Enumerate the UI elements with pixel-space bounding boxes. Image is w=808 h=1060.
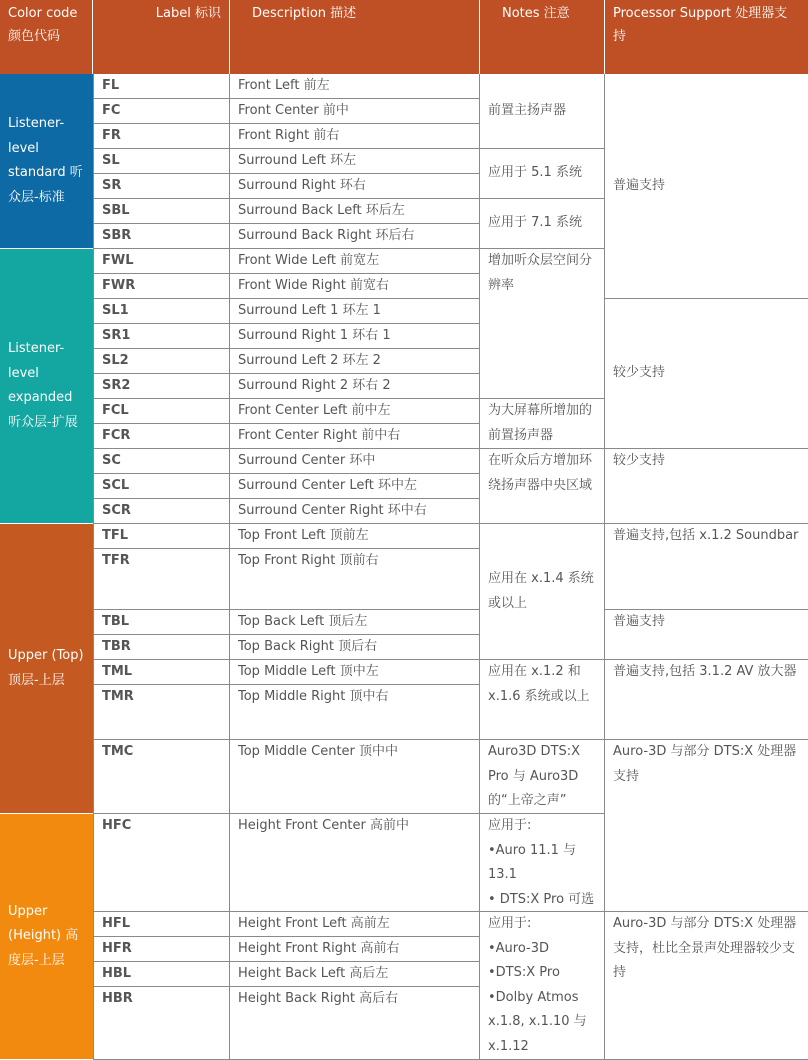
- channel-description: Top Back Right 顶后右: [230, 635, 480, 660]
- channel-label: SCL: [93, 474, 230, 499]
- note-height: [480, 912, 605, 1060]
- note-text: 应用在 x.1.2 和 x.1.6 系统或以上: [488, 664, 590, 704]
- channel-description: Surround Left 环左: [230, 149, 480, 174]
- color-group-2: Listener-level expanded 听众层-扩展: [0, 249, 93, 524]
- support-general-standard: 普遍支持: [605, 74, 808, 299]
- channel-description: Front Wide Right 前宽右: [230, 274, 480, 299]
- channel-description: Front Center Left 前中左: [230, 399, 480, 424]
- channel-label: SR: [93, 174, 230, 199]
- header-notes: Notes 注意: [480, 0, 605, 74]
- channel-label: TBL: [93, 610, 230, 635]
- note-hfc: [480, 814, 605, 912]
- channel-label: SL2: [93, 349, 230, 374]
- channel-label: FWR: [93, 274, 230, 299]
- note-surround-center: [480, 449, 605, 524]
- note-text: •Auro-3D: [488, 940, 550, 956]
- channel-label: FC: [93, 99, 230, 124]
- support-general-top-back: 普遍支持: [605, 610, 808, 660]
- support-auro3d-dtsx: Auro-3D 与部分 DTS:X 处理器支持: [605, 740, 808, 912]
- channel-label: HFR: [93, 937, 230, 962]
- header-label: Label 标识: [93, 0, 230, 74]
- support-less-surround-center: 较少支持: [605, 449, 808, 524]
- channel-label: SBR: [93, 224, 230, 249]
- note-text: •Dolby Atmos x.1.8, x.1.10 与 x.1.12: [488, 989, 587, 1054]
- channel-description: Top Middle Left 顶中左: [230, 660, 480, 685]
- channel-label: FR: [93, 124, 230, 149]
- channel-description: Top Front Right 顶前右: [230, 549, 480, 610]
- support-less-expanded: 较少支持: [605, 299, 808, 449]
- note-text: 应用于:: [488, 916, 532, 931]
- channel-description: Top Front Left 顶前左: [230, 524, 480, 549]
- channel-description: Surround Right 2 环右 2: [230, 374, 480, 399]
- channel-label: FCL: [93, 399, 230, 424]
- support-av-amplifier: 普遍支持,包括 3.1.2 AV 放大器: [605, 660, 808, 740]
- channel-label: FCR: [93, 424, 230, 449]
- note-7-1: [480, 199, 605, 249]
- channel-label: HFL: [93, 912, 230, 937]
- channel-label: HBR: [93, 987, 230, 1060]
- channel-description: Top Middle Right 顶中右: [230, 685, 480, 740]
- note-x12-x16: [480, 660, 605, 740]
- channel-label: SBL: [93, 199, 230, 224]
- channel-label: SL: [93, 149, 230, 174]
- channel-description: Top Middle Center 顶中中: [230, 740, 480, 814]
- note-text: Auro3D DTS:X Pro 与 Auro3D 的“上帝之声”: [488, 744, 581, 808]
- channel-label: FWL: [93, 249, 230, 274]
- color-group-4: Upper (Height) 高度层-上层: [0, 814, 93, 1060]
- channel-description: Surround Right 环右: [230, 174, 480, 199]
- channel-description: Top Back Left 顶后左: [230, 610, 480, 635]
- color-group-3: Upper (Top) 顶层-上层: [0, 524, 93, 814]
- note-voice-of-god: [480, 740, 605, 814]
- note-large-screen: [480, 399, 605, 449]
- channel-label: SL1: [93, 299, 230, 324]
- note-text: 应用于 5.1 系统: [488, 165, 582, 181]
- channel-label: SR2: [93, 374, 230, 399]
- channel-description: Height Front Center 高前中: [230, 814, 480, 912]
- channel-label: TFL: [93, 524, 230, 549]
- channel-description: Front Right 前右: [230, 124, 480, 149]
- channel-label: SC: [93, 449, 230, 474]
- note-text: 应用在 x.1.4 系统或以上: [488, 571, 594, 611]
- channel-description: Height Front Right 高前右: [230, 937, 480, 962]
- note-text: 增加听众层空间分辨率: [488, 253, 593, 293]
- support-auro3d-dolby: Auro-3D 与部分 DTS:X 处理器支持，杜比全景声处理器较少支持: [605, 912, 808, 1060]
- channel-description: Height Front Left 高前左: [230, 912, 480, 937]
- channel-label: TBR: [93, 635, 230, 660]
- channel-label: TML: [93, 660, 230, 685]
- channel-description: Surround Back Left 环后左: [230, 199, 480, 224]
- channel-label: FL: [93, 74, 230, 99]
- channel-label: TMR: [93, 685, 230, 740]
- channel-description: Surround Center Left 环中左: [230, 474, 480, 499]
- channel-description: Surround Center 环中: [230, 449, 480, 474]
- note-text: 在听众后方增加环绕扬声器中央区域: [488, 453, 593, 493]
- channel-description: Front Wide Left 前宽左: [230, 249, 480, 274]
- channel-description: Surround Left 1 环左 1: [230, 299, 480, 324]
- note-5-1: [480, 149, 605, 199]
- channel-label: TFR: [93, 549, 230, 610]
- note-text: 前置主扬声器: [488, 102, 567, 118]
- note-text: •DTS:X Pro: [488, 965, 560, 980]
- header-description: Description 描述: [230, 0, 480, 74]
- note-text: • DTS:X Pro 可选: [488, 891, 595, 907]
- channel-description: Surround Right 1 环右 1: [230, 324, 480, 349]
- channel-label: SR1: [93, 324, 230, 349]
- channel-label: TMC: [93, 740, 230, 814]
- channel-description: Surround Back Right 环后右: [230, 224, 480, 249]
- note-text: 应用于 7.1 系统: [488, 215, 582, 231]
- header-support: Processor Support 处理器支持: [605, 0, 808, 74]
- channel-description: Surround Left 2 环左 2: [230, 349, 480, 374]
- channel-label: HFC: [93, 814, 230, 912]
- channel-description: Height Back Right 高后右: [230, 987, 480, 1060]
- channel-description: Front Center Right 前中右: [230, 424, 480, 449]
- channel-description: Surround Center Right 环中右: [230, 499, 480, 524]
- note-spatial-resolution: [480, 249, 605, 399]
- channel-description: Front Center 前中: [230, 99, 480, 124]
- header-color-code: Color code 颜色代码: [0, 0, 93, 74]
- note-text: •Auro 11.1 与 13.1: [488, 842, 577, 882]
- channel-label: HBL: [93, 962, 230, 987]
- channel-label: SCR: [93, 499, 230, 524]
- note-text: 应用于:: [488, 818, 532, 833]
- support-soundbar: 普遍支持,包括 x.1.2 Soundbar: [605, 524, 808, 610]
- note-front-main: [480, 74, 605, 149]
- channel-description: Height Back Left 高后左: [230, 962, 480, 987]
- note-text: 为大屏幕所增加的前置扬声器: [488, 403, 593, 443]
- note-x14: [480, 524, 605, 660]
- channel-description: Front Left 前左: [230, 74, 480, 99]
- color-group-1: Listener-level standard 听众层-标准: [0, 74, 93, 249]
